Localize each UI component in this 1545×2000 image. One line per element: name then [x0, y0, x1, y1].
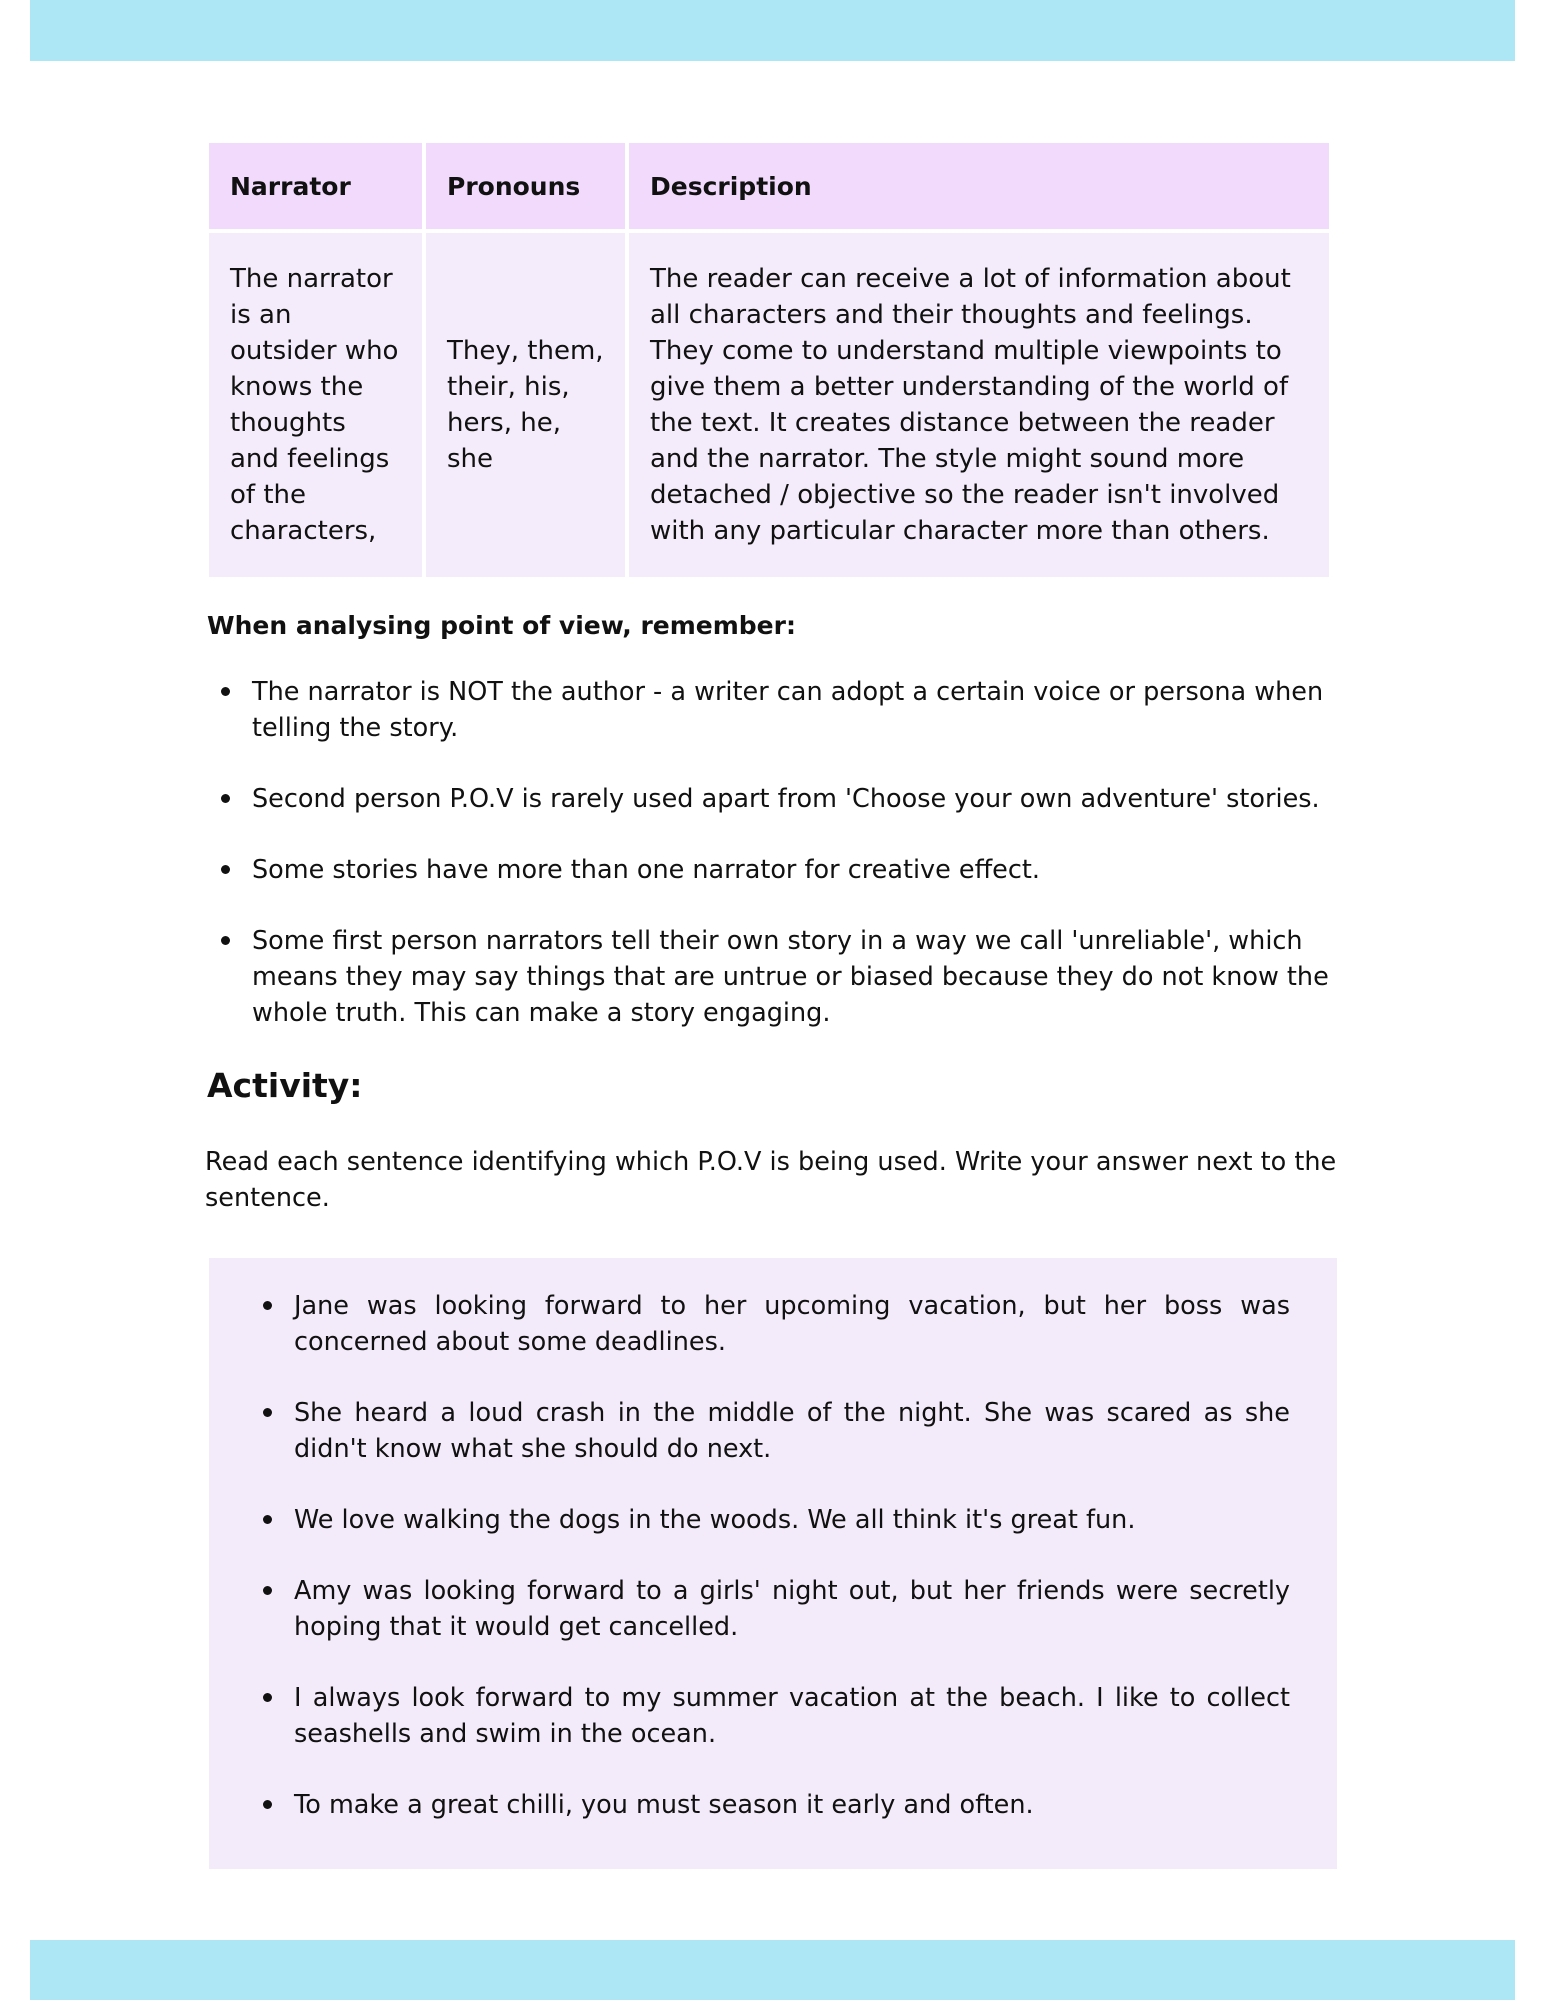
- pov-table: [205, 139, 1333, 581]
- list-item: The narrator is NOT the author - a writer can adopt a certain voice or persona when telling the story.: [207, 674, 1337, 746]
- bottom-banner: [30, 1940, 1515, 2000]
- notes-list: [207, 674, 1337, 1066]
- activity-instruction: Read each sentence identifying which P.O.V is being used. Write your answer next to the sentence.: [205, 1147, 1337, 1213]
- cell-pronouns: They, them, their, his, hers, he, she: [426, 233, 625, 577]
- list-item: We love walking the dogs in the woods. We all think it's great fun.: [249, 1502, 1290, 1538]
- list-item: Some stories have more than one narrator for creative effect.: [207, 852, 1337, 888]
- list-item: Some first person narrators tell their own story in a way we call 'unreliable', which means they may say things that are untrue or biased because they do not know the whole truth. This can make a story engaging.: [207, 923, 1337, 1031]
- table-header-row: [209, 143, 1329, 229]
- table-row: [209, 233, 1329, 577]
- header-description: Description: [629, 143, 1329, 229]
- cell-description: The reader can receive a lot of information about all characters and their thoughts and feelings. They come to understand multiple viewpoints to give them a better understanding of the world of the text. It creates distance between the reader and the narrator. The style might sound more detached / objective so the reader isn't involved with any particular character more than others.: [629, 233, 1329, 577]
- list-item: To make a great chilli, you must season it early and often.: [249, 1787, 1290, 1823]
- notes-heading: When analysing point of view, remember:: [207, 611, 796, 640]
- activity-heading: Activity:: [207, 1066, 363, 1105]
- list-item: Jane was looking forward to her upcoming vacation, but her boss was concerned about some deadlines.: [249, 1288, 1290, 1360]
- list-item: She heard a loud crash in the middle of the night. She was scared as she didn't know what she should do next.: [249, 1395, 1290, 1467]
- header-pronouns: Pronouns: [426, 143, 625, 229]
- sentence-list: [249, 1288, 1290, 1858]
- activity-box: [209, 1258, 1337, 1869]
- list-item: Second person P.O.V is rarely used apart from 'Choose your own adventure' stories.: [207, 781, 1337, 817]
- cell-narrator: The narrator is an outsider who knows the thoughts and feelings of the characters,: [209, 233, 422, 577]
- list-item: I always look forward to my summer vacation at the beach. I like to collect seashells and swim in the ocean.: [249, 1680, 1290, 1752]
- list-item: Amy was looking forward to a girls' night out, but her friends were secretly hoping that it would get cancelled.: [249, 1573, 1290, 1645]
- top-banner: [30, 0, 1515, 61]
- header-narrator: Narrator: [209, 143, 422, 229]
